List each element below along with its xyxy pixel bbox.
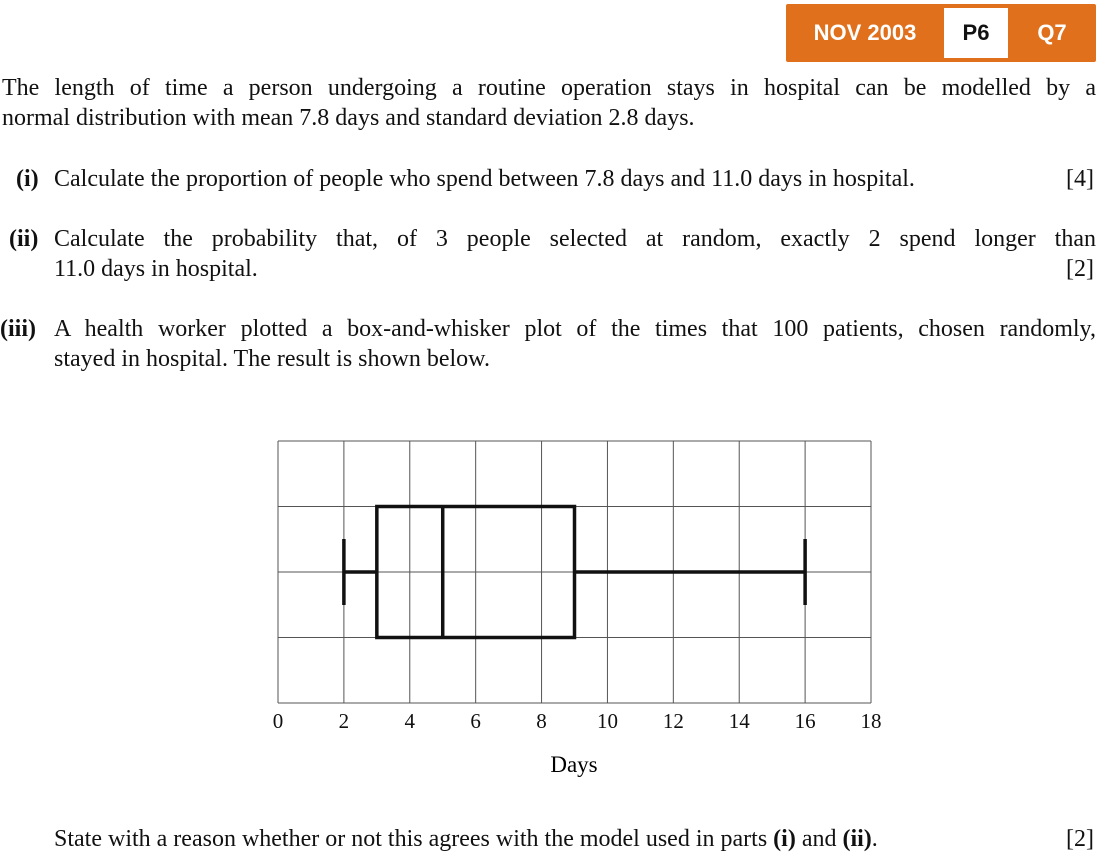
final-ref-part-ii: (ii) — [842, 826, 872, 852]
x-tick-label: 2 — [338, 709, 350, 733]
x-tick-label: 10 — [596, 709, 618, 733]
final-question-text — [54, 824, 878, 854]
question-badge — [786, 4, 1096, 62]
part-iii-text-line-2: stayed in hospital. The result is shown below. — [54, 346, 490, 372]
final-text-mid: and — [795, 826, 843, 852]
intro-line-2: normal distribution with mean 7.8 days and standard deviation 2.8 days. — [2, 105, 695, 131]
intro-line-1: The length of time a person undergoing a routine operation stays in hospital can be modelled by a — [2, 75, 1096, 101]
paper-label: P6 — [944, 8, 1008, 58]
x-tick-label: 0 — [272, 709, 284, 733]
x-axis-label: Days — [550, 752, 598, 777]
box-plot — [344, 507, 805, 638]
final-question — [0, 824, 1100, 856]
x-tick-label: 14 — [728, 709, 750, 733]
exam-date-label: NOV 2003 — [813, 20, 917, 45]
part-ii-text-line-1: Calculate the probability that, of 3 people selected at random, exactly 2 spend longer than — [54, 226, 1096, 252]
x-tick-labels — [273, 709, 882, 733]
part-ii-text-line-2: 11.0 days in hospital. — [54, 256, 258, 282]
part-iii-text-line-1: A health worker plotted a box-and-whisker plot of the times that 100 patients, chosen randomly, — [54, 316, 1096, 342]
x-tick-label: 4 — [404, 709, 416, 733]
part-ii — [0, 224, 1100, 288]
question-intro — [2, 73, 1096, 133]
final-ref-part-i: (i) — [773, 826, 796, 852]
final-text-suffix: . — [871, 826, 878, 852]
part-iii — [0, 314, 1100, 378]
x-tick-label: 16 — [794, 709, 816, 733]
x-tick-label: 18 — [860, 709, 882, 733]
part-i-number: (i) — [16, 166, 39, 192]
x-tick-label: 8 — [536, 709, 547, 733]
x-tick-label: 12 — [662, 709, 684, 733]
final-marks: [2] — [1066, 826, 1094, 852]
interquartile-box — [377, 507, 575, 638]
part-i — [0, 164, 1100, 196]
part-ii-marks: [2] — [1066, 256, 1094, 282]
x-tick-label: 6 — [470, 709, 481, 733]
final-text-prefix: State with a reason whether or not this agrees with the model used in parts — [54, 826, 774, 852]
part-iii-number: (iii) — [0, 316, 36, 342]
chart-grid — [278, 441, 871, 703]
part-ii-number: (ii) — [9, 226, 39, 252]
part-i-marks: [4] — [1066, 166, 1094, 192]
question-number-label: Q7 — [1037, 20, 1067, 45]
part-i-text: Calculate the proportion of people who spend between 7.8 days and 11.0 days in hospital. — [54, 166, 915, 192]
